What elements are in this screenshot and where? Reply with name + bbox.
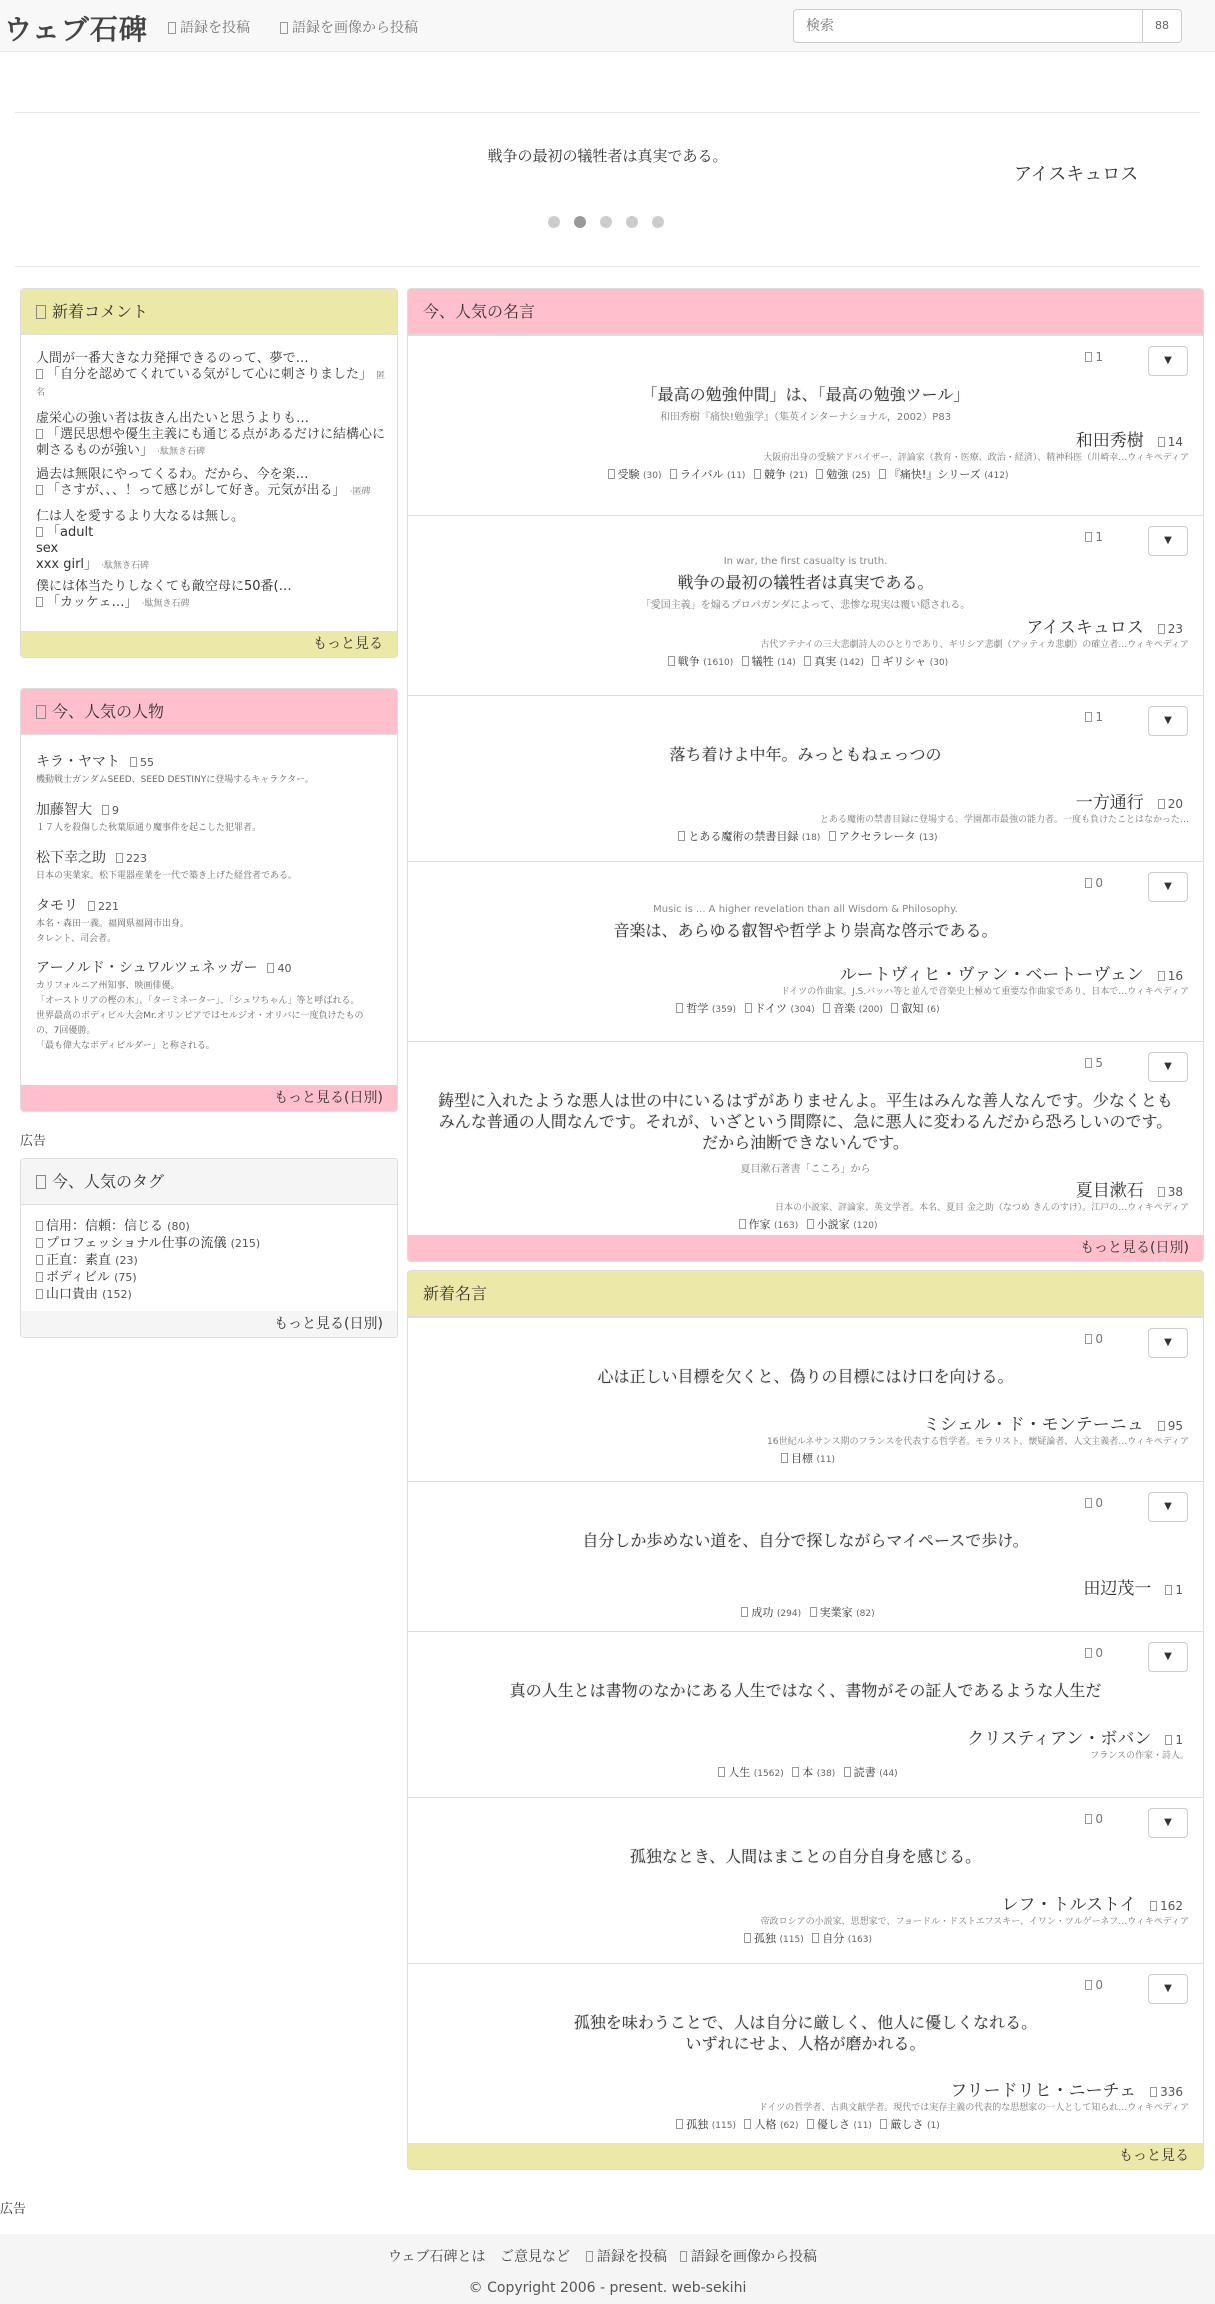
tag-icon (718, 1767, 725, 1777)
tag-item[interactable]: 信用：信頼：信じる (80) (36, 1219, 190, 1235)
tag-item[interactable]: 真実 (142) (799, 655, 864, 668)
author-description[interactable]: ドイツの作曲家。J.S.バッハ等と並んで音楽史上極めて重要な作曲家であり、日本で…ウィキペディア (780, 987, 1189, 997)
heart-icon (1085, 1648, 1092, 1658)
popular-quotes-panel (407, 288, 1204, 1262)
user-icon (36, 705, 46, 719)
tag-item[interactable]: 成功 (294) (736, 1606, 801, 1619)
quote-menu-button[interactable]: ▼ (1148, 1492, 1188, 1522)
tag-icon (792, 1767, 799, 1777)
tag-item[interactable]: 犠牲 (14) (737, 655, 796, 668)
heart-icon (1085, 878, 1092, 888)
search-input[interactable] (793, 9, 1143, 43)
quote-author[interactable]: 田辺茂一 1 (1083, 1579, 1183, 1599)
quote-text[interactable]: 真の人生とは書物のなかにある人生ではなく、書物がその証人であるような人生だ (509, 1681, 1102, 1700)
tag-item[interactable]: ボディビル (75) (36, 1270, 137, 1286)
quote-count-icon (1158, 799, 1165, 809)
tag-icon (829, 831, 836, 841)
comment-item[interactable]: 僕には体当たりしなくても敵空母に50番(… 「カッケェ…」 ·駄無き石碑 (36, 579, 292, 610)
tag-item[interactable]: 哲学 (359) (671, 1002, 736, 1015)
tag-icon (668, 656, 675, 666)
tag-icon (745, 1003, 752, 1013)
quote-menu-button[interactable]: ▼ (1148, 1328, 1188, 1358)
tag-icon (744, 2119, 751, 2129)
quote-original-text: In war, the first casualty is truth. (723, 556, 888, 567)
tag-item[interactable]: 自分 (163) (807, 1932, 872, 1945)
author-description[interactable]: ドイツの哲学者、古典文献学者。現代では実存主義の代表的な思想家の一人として知られ…ウィキペディア (758, 2103, 1189, 2113)
tag-item[interactable]: 小説家 (120) (802, 1218, 878, 1231)
tag-item[interactable]: 叡知 (6) (886, 1002, 939, 1015)
comment-icon (36, 527, 43, 537)
quote-count-icon (1158, 1421, 1165, 1431)
quote-count-icon (1150, 1901, 1157, 1911)
tag-item[interactable]: 読書 (44) (839, 1766, 898, 1779)
person-item[interactable]: 松下幸之助 223 日本の実業家。松下電器産業を一代で築き上げた経営者である。 (36, 850, 298, 881)
quote-menu-button[interactable]: ▼ (1148, 872, 1188, 902)
quote-author[interactable]: 夏目漱石 38 (1075, 1181, 1183, 1201)
carousel-author[interactable]: アイスキュロス (1014, 164, 1139, 185)
quote-row (408, 1041, 1203, 1237)
tag-list (423, 1000, 1188, 1016)
comment-item[interactable]: 人間が一番大きな力発揮できるのって、夢で… 「自分を認めてくれている気がして心に刺さりました」 匿名 (36, 351, 386, 398)
tag-icon (676, 2119, 683, 2129)
tags-more-link[interactable]: もっと見る(日別) (21, 1311, 397, 1337)
comment-icon (36, 485, 43, 495)
post-quote-link[interactable]: 語録を投稿 (168, 17, 250, 37)
quote-row (408, 861, 1203, 1041)
quote-text[interactable]: 「最高の勉強仲間」は、「最高の勉強ツール」 (641, 385, 970, 404)
heart-icon (1085, 352, 1092, 362)
carousel-indicator-1[interactable] (548, 216, 560, 228)
quote-count-icon (1158, 971, 1165, 981)
quote-row (408, 515, 1203, 695)
quote-row (408, 1481, 1203, 1631)
quote-row (408, 1797, 1203, 1963)
like-count[interactable]: 0 (1085, 1496, 1103, 1510)
tag-item[interactable]: 優しさ (11) (802, 2118, 872, 2131)
carousel-indicator-4[interactable] (626, 216, 638, 228)
footer (0, 2234, 1215, 2304)
tag-list (423, 466, 1188, 482)
like-count[interactable]: 1 (1085, 530, 1103, 544)
quote-author[interactable]: 一方通行 20 (1075, 793, 1183, 813)
person-item[interactable]: タモリ 221 本名・森田一義。福岡県福岡市出身。 タレント、司会者。 (36, 898, 190, 944)
quote-author[interactable]: 和田秀樹 14 (1075, 431, 1183, 451)
quote-count-icon (88, 901, 95, 911)
tag-list (423, 1216, 1188, 1232)
panel-heading: 今、人気の人物 (21, 689, 397, 735)
quote-text[interactable]: 戦争の最初の犠牲者は真実である。 (677, 573, 934, 592)
carousel-bottom-divider (15, 266, 1200, 267)
heart-icon (1085, 1334, 1092, 1344)
tag-item[interactable]: 山口貴由 (152) (36, 1287, 132, 1303)
quote-text[interactable]: 孤独を味わうことで、人は自分に厳しく、他人に優しくなれる。 いずれにせよ、人格が磨かれる。 (573, 2013, 1038, 2053)
panel-heading: 新着名言 (408, 1271, 1203, 1317)
comment-icon (36, 597, 43, 607)
heart-icon (1085, 1980, 1092, 1990)
pencil-icon (168, 22, 176, 34)
tag-icon (879, 469, 886, 479)
site-logo[interactable]: ウェブ石碑 (4, 13, 148, 46)
like-count[interactable]: 1 (1085, 710, 1103, 724)
quote-count-icon (1150, 2087, 1157, 2097)
carousel-quote[interactable]: 戦争の最初の犠牲者は真実である。 (487, 147, 728, 165)
like-count[interactable]: 0 (1085, 876, 1103, 890)
tag-icon (678, 831, 685, 841)
tag-item[interactable]: 厳しさ (1) (875, 2118, 939, 2131)
quote-text[interactable]: 自分しか歩めない道を、自分で探しながらマイペースで歩け。 (582, 1531, 1029, 1550)
heart-icon (1085, 712, 1092, 722)
person-item[interactable]: キラ・ヤマト 55 機動戦士ガンダムSEED、SEED DESTINYに登場するキャラクター。 (36, 754, 314, 785)
quote-count-icon (116, 853, 123, 863)
tag-icon (36, 1255, 43, 1265)
panel-heading: 今、人気の名言 (408, 289, 1203, 335)
carousel-indicator-2[interactable] (574, 216, 586, 228)
tag-icon (810, 1607, 817, 1617)
comment-icon (36, 369, 43, 379)
tag-icon (872, 656, 879, 666)
tag-icon (36, 1221, 43, 1231)
quote-text[interactable]: 孤独なとき、人間はまことの自分自身を感じる。 (629, 1847, 982, 1866)
tag-item[interactable]: 戦争 (1610) (663, 655, 733, 668)
search-button[interactable]: 88 (1142, 9, 1182, 43)
author-description[interactable]: 帝政ロシアの小説家、思想家で、フョードル・ドストエフスキー、イワン・ツルゲーネフ…ウィキペディア (760, 1917, 1189, 1927)
navbar (0, 0, 1215, 52)
comments-more-link[interactable]: もっと見る (21, 631, 397, 657)
quote-menu-button[interactable]: ▼ (1148, 346, 1188, 376)
quote-author[interactable]: ミシェル・ド・モンテーニュ 95 (923, 1415, 1183, 1435)
quote-menu-button[interactable]: ▼ (1148, 706, 1188, 736)
like-count[interactable]: 1 (1085, 350, 1103, 364)
tag-item[interactable]: アクセラレータ (13) (824, 830, 938, 843)
tag-icon (807, 1219, 814, 1229)
tag-icon (742, 656, 749, 666)
about-link[interactable]: ウェブ石碑とは (388, 2249, 486, 2265)
tag-item[interactable]: 人格 (62) (739, 2118, 798, 2131)
quote-count-icon (102, 805, 109, 815)
tag-icon (807, 2119, 814, 2129)
tag-list (423, 2116, 1188, 2132)
newq-more-link[interactable]: もっと見る (408, 2143, 1203, 2169)
person-item[interactable]: アーノルド・シュワルツェネッガー 40 カリフォルニア州知事、映画俳優。 「オーストリアの樫の木」、「ターミネーター」、「シュワちゃん」等と呼ばれる。 世界最高のボディビル大会Mr.オリンピアではセルジオ・オリバに一度負けたものの、7回優勝。 「最も偉大なボディビルダー」と称される。 (36, 960, 364, 1051)
ad-label: 広告 (0, 2202, 27, 2217)
new-comments-panel (20, 288, 398, 658)
quote-original-text: Music is ... A higher revelation than all Wisdom & Philosophy. (653, 904, 958, 915)
tag-list (423, 1450, 1188, 1466)
tag-icon (744, 1933, 751, 1943)
tag-item[interactable]: 競争 (21) (749, 468, 808, 481)
carousel-top-divider (15, 112, 1200, 113)
heart-icon (1085, 532, 1092, 542)
tag-item[interactable]: ライバル (11) (665, 468, 745, 481)
tag-item[interactable]: 孤独 (115) (671, 2118, 736, 2131)
comment-item[interactable]: 過去は無限にやってくるわ。だから、今を楽… 「さすが、、、！って感じがして好き。元気が出る」 ·匿碑 (36, 467, 371, 498)
like-count[interactable]: 0 (1085, 1978, 1103, 1992)
author-description[interactable]: 日本の小説家、評論家、英文学者。本名、夏目 金之助（なつめ きんのすけ）。江戸の…ウィキペディア (775, 1203, 1189, 1213)
author-description[interactable]: 古代アテナイの三大悲劇詩人のひとりであり、ギリシア悲劇（アッティカ悲劇）の確立者…ウィキペディア (760, 640, 1189, 650)
author-description[interactable]: 大阪府出身の受験アドバイザー、評論家（教育・医療、政治・経済）、精神科医（川崎幸…ウィキペディア (763, 453, 1189, 463)
quote-text[interactable]: 鋳型に入れたような悪人は世の中にいるはずがありませんよ。平生はみんな善人なんです。少なくとも みんな普通の人間なんです。それが、いざという間際に、急に悪人に変わるんだから恐ろしいのです。 だから油断できないんです。 (438, 1091, 1173, 1152)
tag-list (423, 653, 1188, 669)
like-count[interactable]: 0 (1085, 1646, 1103, 1660)
tag-icon (804, 656, 811, 666)
pencil-icon (586, 2251, 593, 2262)
tag-list (423, 1764, 1188, 1780)
panel-heading: 今、人気のタグ (21, 1159, 397, 1205)
like-count[interactable]: 0 (1085, 1812, 1103, 1826)
heart-icon (1085, 1498, 1092, 1508)
people-more-link[interactable]: もっと見る(日別) (21, 1085, 397, 1111)
tag-item[interactable]: 正直：素直 (23) (36, 1253, 138, 1269)
quote-count-icon (1158, 437, 1165, 447)
popular-tags-panel (20, 1158, 398, 1338)
tag-icon (754, 469, 761, 479)
quote-menu-button[interactable]: ▼ (1148, 1974, 1188, 2004)
quote-source: 「愛国主義」を煽るプロパガンダによって、悲惨な現実は覆い隠される。 (640, 600, 971, 611)
popular-more-link[interactable]: もっと見る(日別) (408, 1235, 1203, 1261)
heart-icon (1085, 1058, 1092, 1068)
comment-icon (36, 305, 46, 319)
tag-icon (816, 469, 823, 479)
tag-icon (741, 1607, 748, 1617)
quote-source: 夏目漱石著書「こころ」から (740, 1164, 871, 1175)
quote-row (408, 1963, 1203, 2147)
feedback-link[interactable]: ご意見など (500, 2249, 570, 2265)
quote-menu-button[interactable]: ▼ (1148, 1808, 1188, 1838)
author-description[interactable]: 16世紀ルネサンス期のフランスを代表する哲学者。モラリスト、懐疑論者、人文主義者…ウィキペディア (767, 1437, 1189, 1447)
panel-heading: 新着コメント (21, 289, 397, 335)
tag-icon (36, 1289, 43, 1299)
tag-icon (823, 1003, 830, 1013)
tag-item[interactable]: 『痛快!』シリーズ (412) (874, 468, 1009, 481)
person-item[interactable]: 加藤智大 9 １７人を殺傷した秋葉原通り魔事件を起こした犯罪者。 (36, 802, 262, 833)
tag-icon (608, 469, 615, 479)
tag-icon (812, 1933, 819, 1943)
footer-post-link[interactable]: 語録を投稿 (586, 2246, 667, 2266)
tag-icon (739, 1219, 746, 1229)
tag-item[interactable]: 受験 (30) (603, 468, 662, 481)
tag-list (423, 1930, 1188, 1946)
author-description[interactable]: フランスの作家・詩人。 (1090, 1751, 1189, 1761)
quote-count-icon (1158, 624, 1165, 634)
tag-icon (880, 2119, 887, 2129)
quote-count-icon (1158, 1187, 1165, 1197)
tag-icon (676, 1003, 683, 1013)
tag-item[interactable]: 本 (38) (787, 1766, 835, 1779)
tag-item[interactable]: ドイツ (304) (740, 1002, 815, 1015)
tag-item[interactable]: 実業家 (82) (805, 1606, 875, 1619)
tag-item[interactable]: プロフェッショナル仕事の流儀 (215) (36, 1236, 260, 1252)
ad-label: 広告 (20, 1134, 47, 1149)
quote-menu-button[interactable]: ▼ (1148, 1052, 1188, 1082)
tag-list (423, 1604, 1188, 1620)
tag-item[interactable]: 人生 (1562) (713, 1766, 783, 1779)
quote-author[interactable]: フリードリヒ・ニーチェ 336 (950, 2081, 1183, 2101)
quote-row (408, 335, 1203, 515)
tag-icon (670, 469, 677, 479)
comment-item[interactable]: 虚栄心の強い者は抜きん出たいと思うよりも… 「選民思想や優生主義にも通じる点があるだけに結構心に刺さるものが強い」 ·駄無き石碑 (36, 411, 386, 458)
quote-text[interactable]: 音楽は、あらゆる叡智や哲学より崇高な啓示である。 (613, 921, 998, 940)
like-count[interactable]: 5 (1085, 1056, 1103, 1070)
carousel-indicator-3[interactable] (600, 216, 612, 228)
quote-text[interactable]: 心は正しい目標を欠くと、偽りの目標にはけ口を向ける。 (597, 1367, 1014, 1386)
tag-item[interactable]: 作家 (163) (734, 1218, 799, 1231)
comment-item[interactable]: 仁は人を愛するより大なるは無し。 「adult sex xxx girl」 ·駄無き石碑 (36, 509, 245, 572)
quote-count-icon (1165, 1735, 1172, 1745)
like-count[interactable]: 0 (1085, 1332, 1103, 1346)
quote-menu-button[interactable]: ▼ (1148, 526, 1188, 556)
quote-menu-button[interactable]: ▼ (1148, 1642, 1188, 1672)
new-quotes-panel (407, 1270, 1204, 2170)
quote-author[interactable]: クリスティアン・ボバン 1 (967, 1729, 1183, 1749)
quote-author[interactable]: レフ・トルストイ 162 (1001, 1895, 1183, 1915)
quote-text[interactable]: 落ち着けよ中年。みっともねェっつの (669, 745, 942, 764)
quote-row (408, 695, 1203, 861)
footer-post-image-link[interactable]: 語録を画像から投稿 (680, 2246, 817, 2266)
heart-icon (1085, 1814, 1092, 1824)
quote-count-icon (130, 757, 137, 767)
tag-icon (891, 1003, 898, 1013)
carousel-indicator-5[interactable] (652, 216, 664, 228)
tag-item[interactable]: 孤独 (115) (739, 1932, 804, 1945)
author-description[interactable]: とある魔術の禁書目録に登場する、学園都市最強の能力者。一度も負けたことはなかった… (819, 815, 1189, 825)
quote-author[interactable]: ルートヴィヒ・ヴァン・ベートーヴェン 16 (839, 965, 1183, 985)
tag-list (423, 828, 1188, 844)
quote-count-icon (1165, 1585, 1172, 1595)
tag-item[interactable]: 勉強 (25) (811, 468, 870, 481)
popular-people-panel (20, 688, 398, 1112)
tag-item[interactable]: 目標 (11) (776, 1452, 835, 1465)
comment-icon (36, 429, 43, 439)
tag-item[interactable]: とある魔術の禁書目録 (18) (673, 830, 820, 843)
tag-icon (36, 1272, 43, 1282)
quote-row (408, 1317, 1203, 1481)
tag-item[interactable]: 音楽 (200) (818, 1002, 883, 1015)
tag-icon (844, 1767, 851, 1777)
image-icon (280, 22, 288, 34)
tag-icon (36, 1175, 46, 1189)
post-quote-image-link[interactable]: 語録を画像から投稿 (280, 17, 418, 37)
tag-item[interactable]: ギリシャ (30) (867, 655, 948, 668)
quote-row (408, 1631, 1203, 1797)
copyright: © Copyright 2006 - present. web-sekihi (468, 2280, 747, 2296)
quote-author[interactable]: アイスキュロス 23 (1026, 618, 1183, 638)
image-icon (680, 2251, 687, 2262)
tag-icon (781, 1453, 788, 1463)
tag-icon (36, 1238, 43, 1248)
quote-source: 和田秀樹『痛快!勉強学』（集英インターナショナル，2002）P83 (659, 412, 952, 423)
quote-count-icon (267, 963, 274, 973)
